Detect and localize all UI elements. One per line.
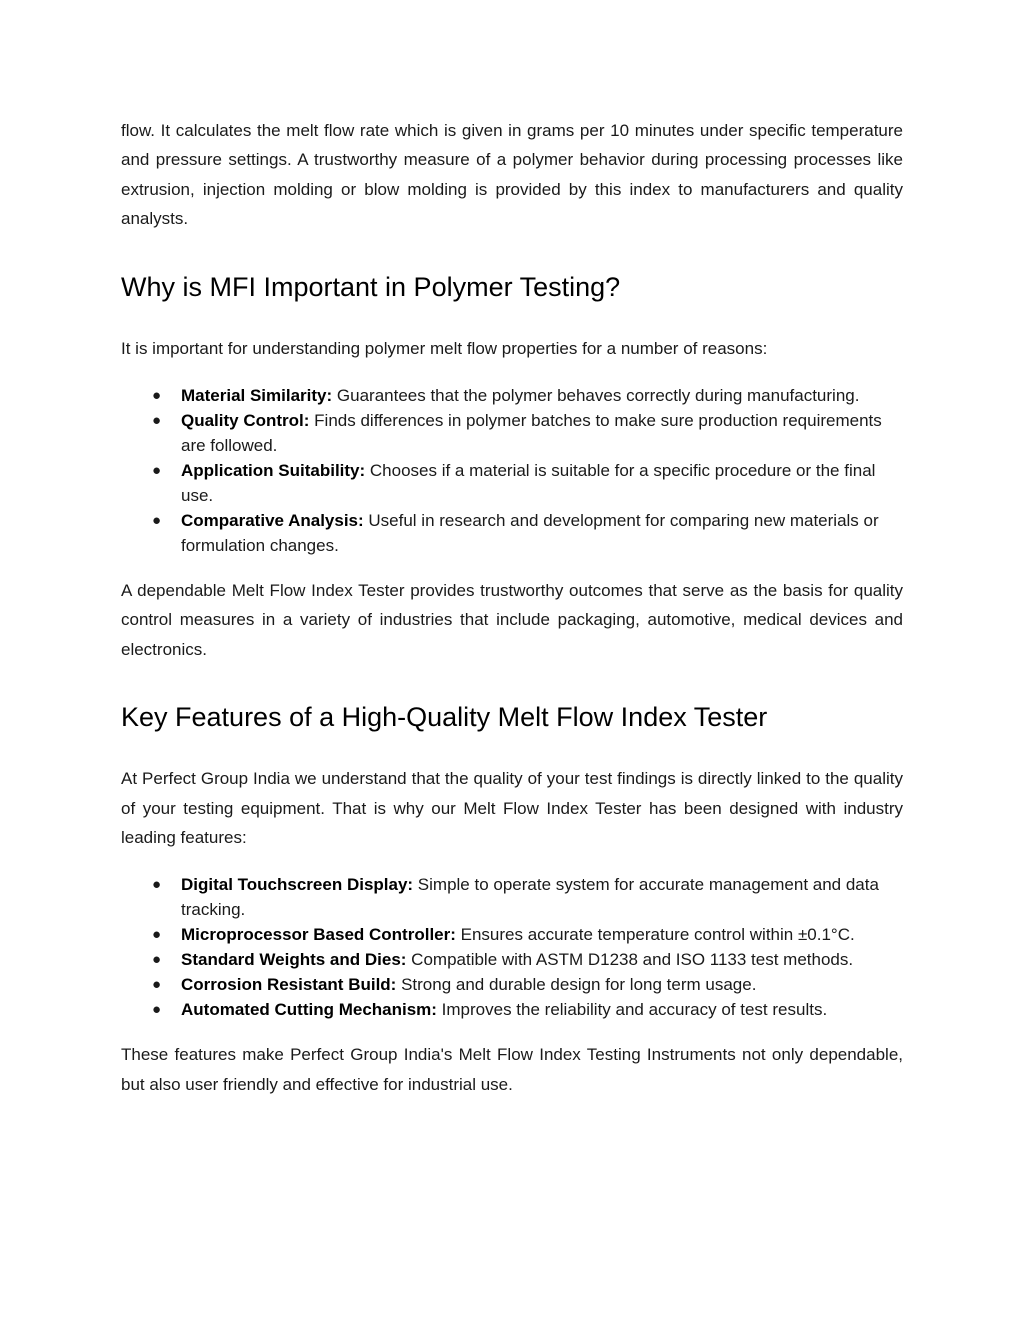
list-item [152,872,903,922]
list-item-term: Digital Touchscreen Display: [181,875,414,895]
list-item-desc: Ensures accurate temperature control within ±0.1°C. [455,925,855,945]
list-item-term: Automated Cutting Mechanism: [181,1000,437,1020]
list-item [152,383,903,408]
bullet-icon: ● [152,512,162,530]
list-item-desc: Simple to operate system for accurate management and data tracking. [181,875,879,920]
intro-paragraph: flow. It calculates the melt flow rate which is given in grams per 10 minutes under specific temperature and pressure settings. A trustworthy measure of a polymer behavior during processing processes like extrusion, injection molding or blow molding is provided by this index to manufacturers and quality analysts. [121,121,903,229]
mfi-lead-paragraph: It is important for understanding polymer melt flow properties for a number of reasons: [121,338,768,358]
list-item [152,922,903,947]
list-item-desc: Finds differences in polymer batches to make sure production requirements are followed. [181,411,882,456]
list-item-desc: Compatible with ASTM D1238 and ISO 1133 test methods. [406,950,854,970]
list-item-desc: Useful in research and development for comparing new materials or formulation changes. [181,511,879,556]
list-item [152,972,903,997]
list-item-desc: Improves the reliability and accuracy of test results. [436,1000,828,1020]
list-item-term: Standard Weights and Dies: [181,950,407,970]
list-item-desc: Guarantees that the polymer behaves correctly during manufacturing. [332,386,860,406]
features-list [121,872,903,1022]
bullet-icon: ● [152,926,162,944]
list-item-term: Application Suitability: [181,461,366,481]
heading-key-features: Key Features of a High-Quality Melt Flow Index Tester [121,702,768,733]
bullet-icon: ● [152,1001,162,1019]
list-item-desc: Chooses if a material is suitable for a specific procedure or the final use. [181,461,876,506]
features-closing-paragraph: These features make Perfect Group India's Melt Flow Index Testing Instruments not only dependable, but also user friendly and effective for industrial use. [121,1045,903,1094]
list-item-term: Material Similarity: [181,386,333,406]
mfi-closing-paragraph: A dependable Melt Flow Index Tester provides trustworthy outcomes that serve as the basis for quality control measures in a variety of industries that include packaging, automotive, medical devices and electronics. [121,581,903,659]
list-item-term: Corrosion Resistant Build: [181,975,397,995]
list-item [152,508,903,558]
list-item [152,947,903,972]
list-item-term: Quality Control: [181,411,310,431]
list-item [152,408,903,458]
bullet-icon: ● [152,462,162,480]
bullet-icon: ● [152,876,162,894]
document-content [121,116,903,1099]
list-item-term: Comparative Analysis: [181,511,364,531]
bullet-icon: ● [152,412,162,430]
list-item-term: Microprocessor Based Controller: [181,925,456,945]
bullet-icon: ● [152,387,162,405]
list-item [152,458,903,508]
list-item-desc: Strong and durable design for long term usage. [396,975,757,995]
heading-mfi-importance: Why is MFI Important in Polymer Testing? [121,271,621,302]
features-lead-paragraph: At Perfect Group India we understand that the quality of your test findings is directly linked to the quality of your testing equipment. That is why our Melt Flow Index Tester has been designed with industry leading features: [121,769,903,848]
bullet-icon: ● [152,951,162,969]
mfi-reasons-list [121,383,903,558]
bullet-icon: ● [152,976,162,994]
list-item [152,997,903,1022]
